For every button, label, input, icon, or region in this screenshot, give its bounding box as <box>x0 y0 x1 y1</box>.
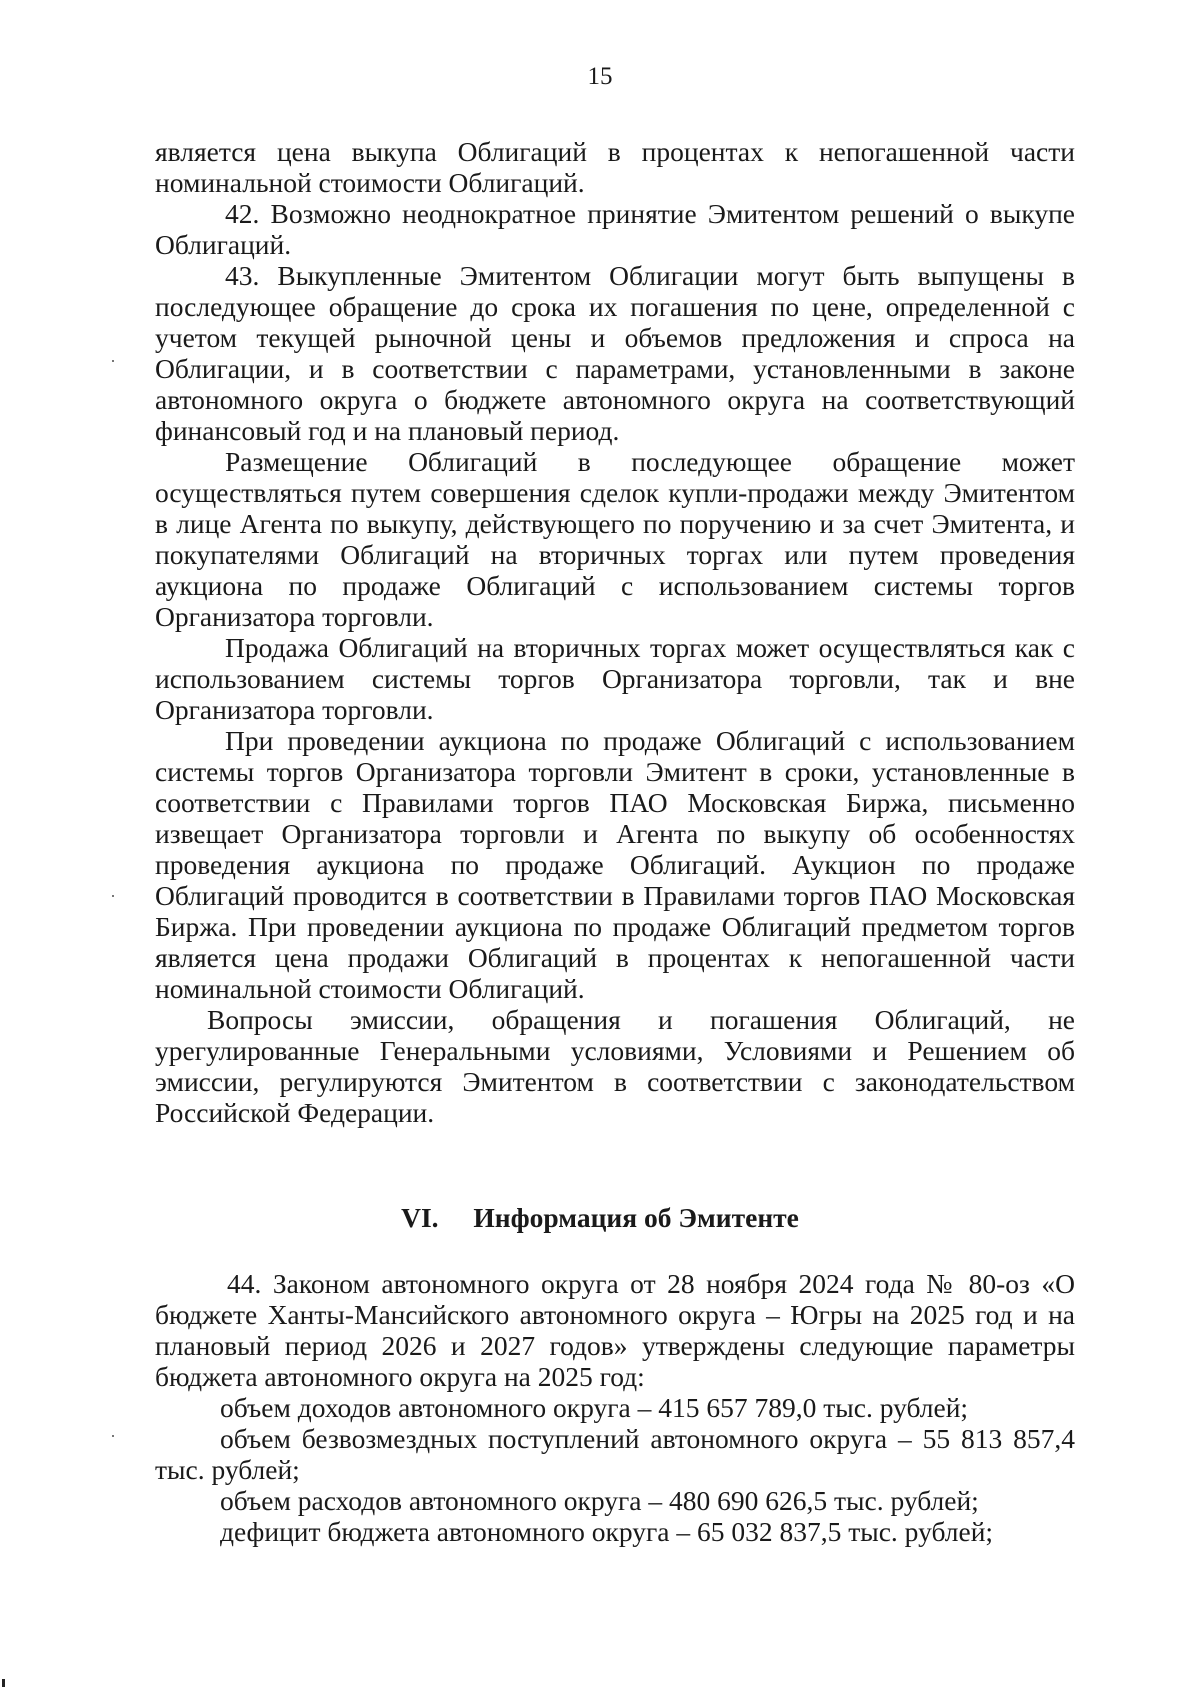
scan-speck <box>112 895 114 897</box>
budget-expenses-line: объем расходов автономного округа – 480 690 626,5 тыс. рублей; <box>220 1485 979 1516</box>
budget-revenue-line: объем доходов автономного округа – 415 657 789,0 тыс. рублей; <box>220 1392 969 1423</box>
paragraph-secondary-sale: Продажа Облигаций на вторичных торгах может осуществляться как с использованием системы торгов Организатора торговли, так и вне Организатора торговли. <box>155 632 1075 725</box>
section-text <box>155 1268 1075 1547</box>
budget-grants-line: объем безвозмездных поступлений автономного округа – 55 813 857,4 тыс. рублей; <box>155 1423 1075 1485</box>
scan-speck <box>112 360 114 362</box>
section-heading <box>0 1202 1200 1233</box>
paragraph-auction: При проведении аукциона по продаже Облигаций с использованием системы торгов Организатора торговли Эмитент в сроки, установленные в соответствии с Правилами торгов ПАО Московская Биржа, письменно извещает Организатора торговли и Агента по выкупу об особенностях проведения аукциона по продаже Облигаций. Аукцион по продаже Облигаций проводится в соответствии в Правилами торгов ПАО Московская Биржа. При проведении аукциона по продаже Облигаций предметом торгов является цена продажи Облигаций в процентах к непогашенной части номинальной стоимости Облигаций. <box>155 725 1075 1004</box>
paragraph-item-43: 43. Выкупленные Эмитентом Облигации могут быть выпущены в последующее обращение до срока их погашения по цене, определенной с учетом текущей рыночной цены и объемов предложения и спроса на Облигации, и в соответствии с параметрами, установленными в законе автономного округа о бюджете автономного округа на соответствующий финансовый год и на плановый период. <box>155 260 1075 446</box>
paragraph-item-44: 44. Законом автономного округа от 28 ноября 2024 года № 80-оз «О бюджете Ханты-Мансийского автономного округа – Югры на 2025 год и на плановый период 2026 и 2027 годов» утверждены следующие параметры бюджета автономного округа на 2025 год: <box>155 1268 1075 1392</box>
section-number: VI. <box>401 1202 439 1233</box>
main-text <box>155 136 1075 1128</box>
paragraph-item-42: 42. Возможно неоднократное принятие Эмитентом решений о выкупе Облигаций. <box>155 198 1075 260</box>
scan-edge-mark <box>2 1679 5 1687</box>
page-number: 15 <box>587 63 613 90</box>
paragraph-emission-questions: Вопросы эмиссии, обращения и погашения Облигаций, не урегулированные Генеральными условиями, Условиями и Решением об эмиссии, регулируются Эмитентом в соответствии с законодательством Российской Федерации. <box>155 1004 1075 1128</box>
paragraph-continuation: является цена выкупа Облигаций в процентах к непогашенной части номинальной стоимости Облигаций. <box>155 136 1075 198</box>
scan-speck <box>112 1435 114 1437</box>
section-title: Информация об Эмитенте <box>473 1202 799 1233</box>
paragraph-placement: Размещение Облигаций в последующее обращение может осуществляться путем совершения сделок купли-продажи между Эмитентом в лице Агента по выкупу, действующего по поручению и за счет Эмитента, и покупателями Облигаций на вторичных торгах или путем проведения аукциона по продаже Облигаций с использованием системы торгов Организатора торговли. <box>155 446 1075 632</box>
budget-deficit-line: дефицит бюджета автономного округа – 65 032 837,5 тыс. рублей; <box>220 1516 994 1547</box>
